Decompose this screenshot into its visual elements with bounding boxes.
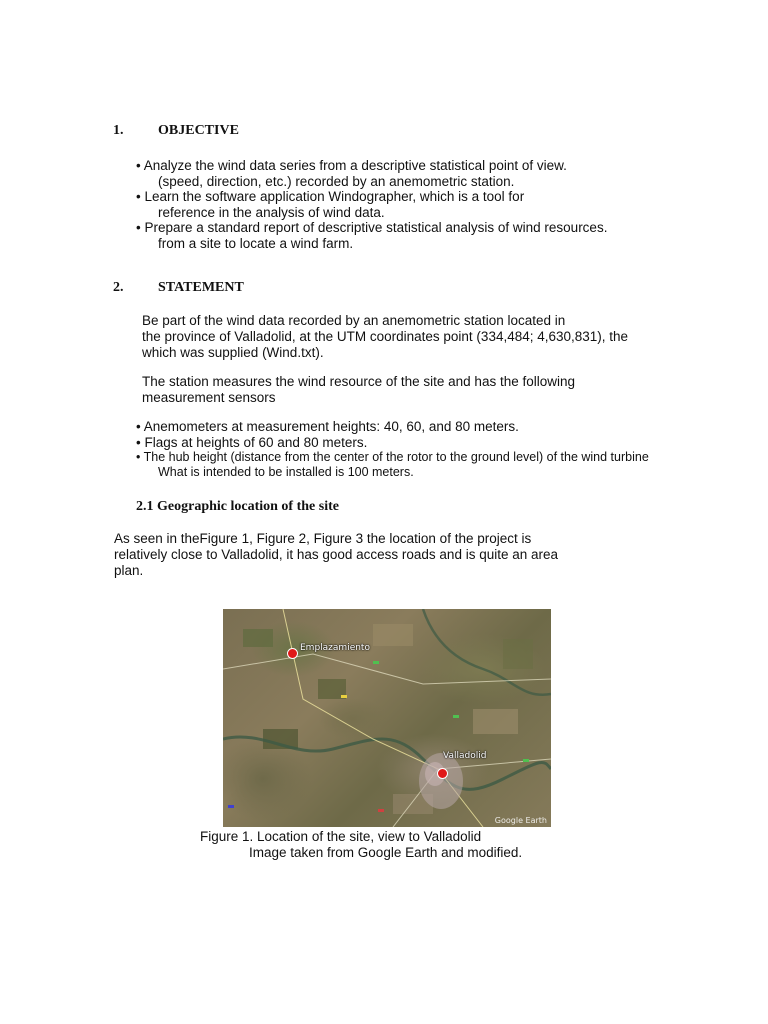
section-1-title: OBJECTIVE <box>158 123 239 138</box>
satellite-map-image <box>223 609 551 827</box>
statement-para1-line3: which was supplied (Wind.txt). <box>142 345 324 360</box>
objective-bullet-2: • Learn the software application Windographer, which is a tool for <box>136 189 525 204</box>
location-para-line2: relatively close to Valladolid, it has good access roads and is quite an area <box>114 547 559 562</box>
objective-bullet-3: • Prepare a standard report of descriptive statistical analysis of wind resources. <box>136 220 608 235</box>
figure-caption-line1: Figure 1. Location of the site, view to Valladolid <box>200 829 482 844</box>
statement-para1-line2: the province of Valladolid, at the UTM coordinates point (334,484; 4,630,831), the <box>142 329 629 344</box>
objective-bullet-2-cont: reference in the analysis of wind data. <box>158 205 385 220</box>
map-watermark: Google Earth <box>494 816 547 825</box>
map-features <box>223 609 551 827</box>
statement-para2-line1: The station measures the wind resource of the site and has the following <box>142 374 575 389</box>
site-label: Emplazamiento <box>300 643 370 653</box>
statement-para2-line2: measurement sensors <box>142 390 276 405</box>
sensor-bullet-1: • Anemometers at measurement heights: 40, 60, and 80 meters. <box>136 419 519 434</box>
location-para-line3: plan. <box>114 563 144 578</box>
location-para-line1: As seen in theFigure 1, Figure 2, Figure 3 the location of the project is <box>114 531 532 546</box>
statement-para1-line1: Be part of the wind data recorded by an anemometric station located in <box>142 313 566 328</box>
city-label: Valladolid <box>443 751 487 761</box>
objective-bullet-3-cont: from a site to locate a wind farm. <box>158 236 354 251</box>
section-2-number: 2. <box>113 280 124 295</box>
objective-bullet-1: • Analyze the wind data series from a descriptive statistical point of view. <box>136 158 567 173</box>
sensor-bullet-2: • Flags at heights of 60 and 80 meters. <box>136 435 368 450</box>
site-marker-icon <box>287 648 298 659</box>
objective-bullet-1-cont: (speed, direction, etc.) recorded by an anemometric station. <box>158 174 515 189</box>
section-1-number: 1. <box>113 123 124 138</box>
figure-caption-line2: Image taken from Google Earth and modified. <box>249 845 523 860</box>
section-2-title: STATEMENT <box>158 280 244 295</box>
section-2-1-title: 2.1 Geographic location of the site <box>136 499 339 514</box>
city-marker-icon <box>437 768 448 779</box>
sensor-bullet-3: • The hub height (distance from the center of the rotor to the ground level) of the wind turbine <box>136 450 649 464</box>
sensor-bullet-3-cont: What is intended to be installed is 100 meters. <box>158 465 414 479</box>
